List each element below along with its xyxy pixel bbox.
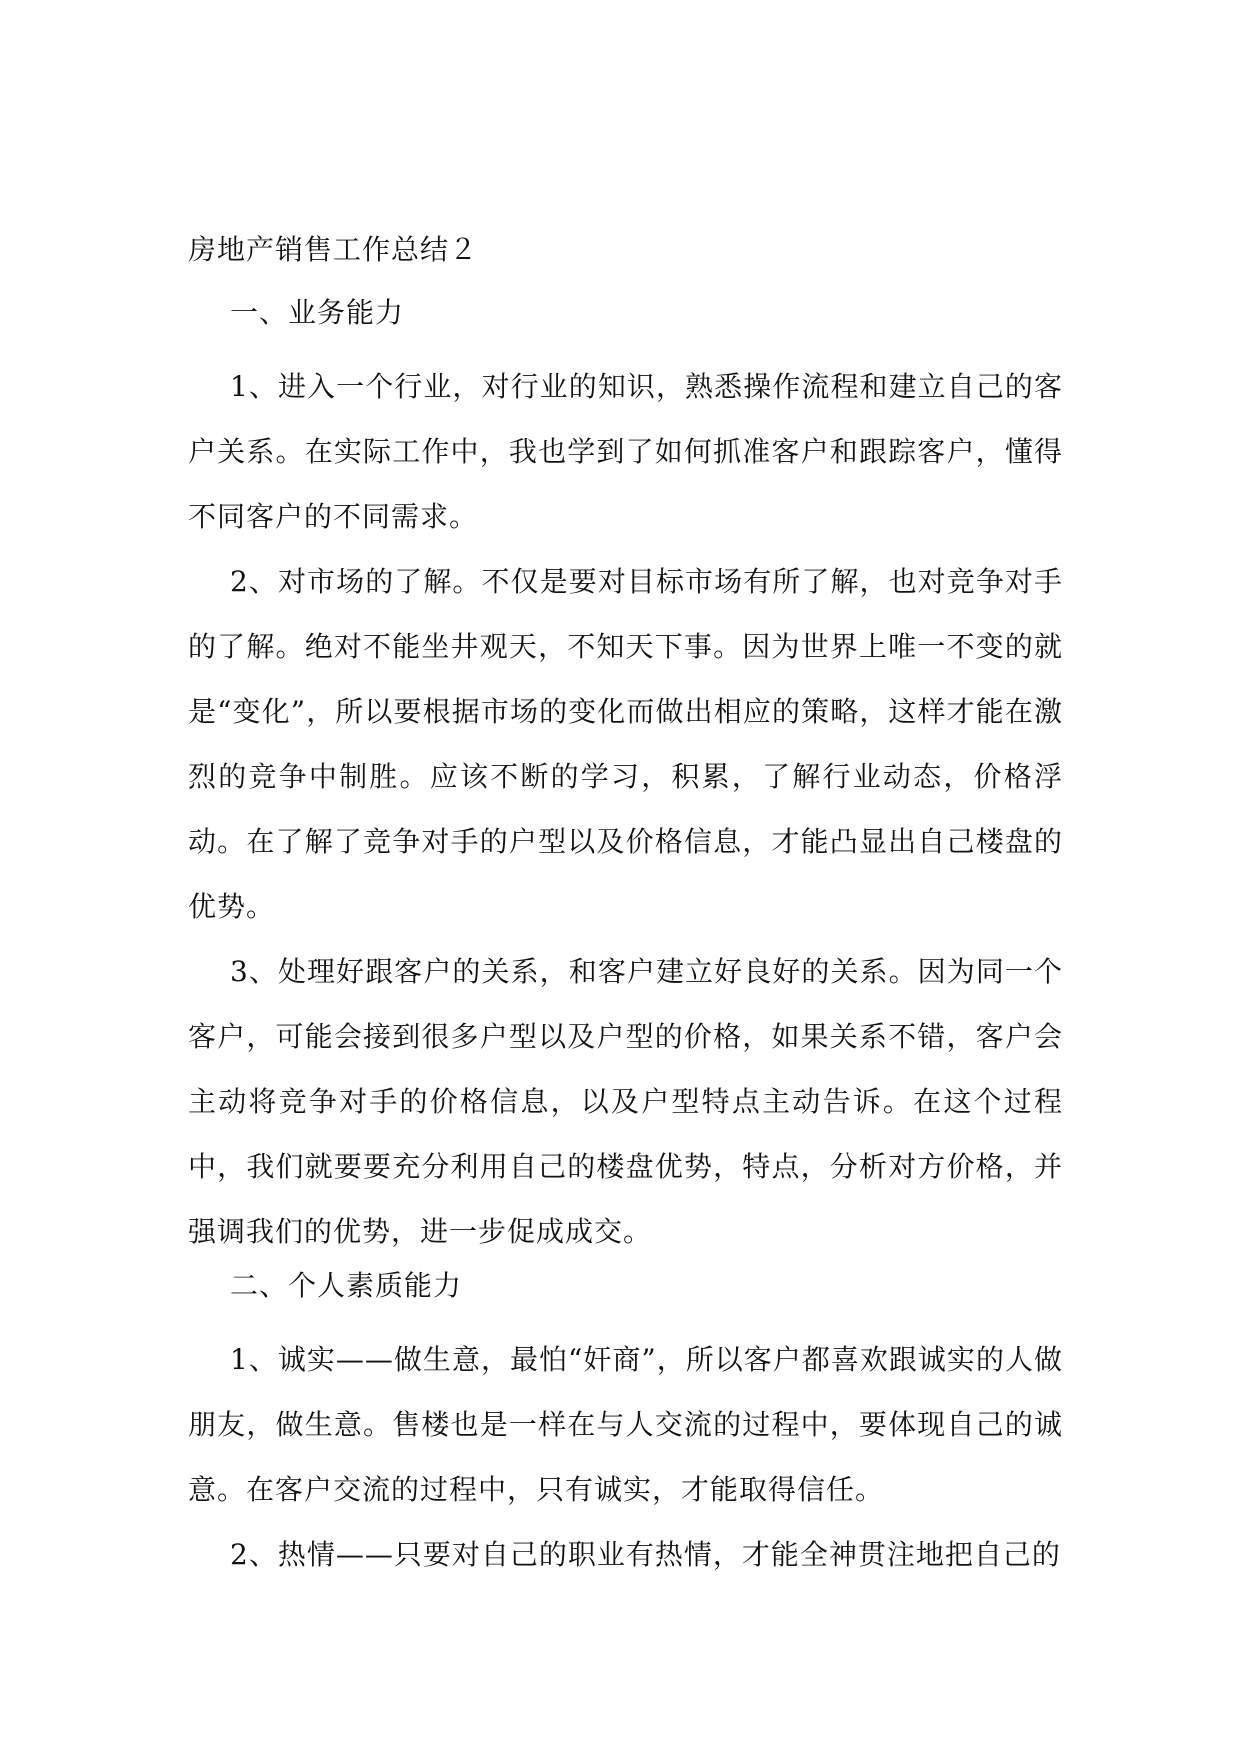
section-heading-1: 一、业务能力 [230, 296, 405, 329]
document-body [188, 228, 1063, 1587]
section-1-paragraph-3: 3、处理好跟客户的关系，和客户建立好良好的关系。因为同一个客户，可能会接到很多户型以及户型的价格，如果关系不错，客户会主动将竞争对手的价格信息，以及户型特点主动告诉。在这个过程中，我们就要要充分利用自己的楼盘优势，特点，分析对方价格，并强调我们的优势，进一步促成成交。 [188, 955, 1063, 1248]
section-1-paragraph-2: 2、对市场的了解。不仅是要对目标市场有所了解，也对竞争对手的了解。绝对不能坐井观天，不知天下事。因为世界上唯一不变的就是“变化”，所以要根据市场的变化而做出相应的策略，这样才能在激烈的竞争中制胜。应该不断的学习，积累，了解行业动态，价格浮动。在了解了竞争对手的户型以及价格信息，才能凸显出自己楼盘的优势。 [188, 565, 1063, 923]
document-title: 房地产销售工作总结２ [188, 233, 479, 266]
section-2-paragraph-2: 2、热情——只要对自己的职业有热情，才能全神贯注地把自己的 [230, 1538, 1061, 1571]
section-1-paragraph-1: 1、进入一个行业，对行业的知识，熟悉操作流程和建立自己的客户关系。在实际工作中，我也学到了如何抓准客户和跟踪客户，懂得不同客户的不同需求。 [188, 370, 1063, 533]
section-heading-2: 二、个人素质能力 [230, 1269, 463, 1302]
section-2-paragraph-1: 1、诚实——做生意，最怕“奸商”，所以客户都喜欢跟诚实的人做朋友，做生意。售楼也是一样在与人交流的过程中，要体现自己的诚意。在客户交流的过程中，只有诚实，才能取得信任。 [188, 1343, 1063, 1506]
